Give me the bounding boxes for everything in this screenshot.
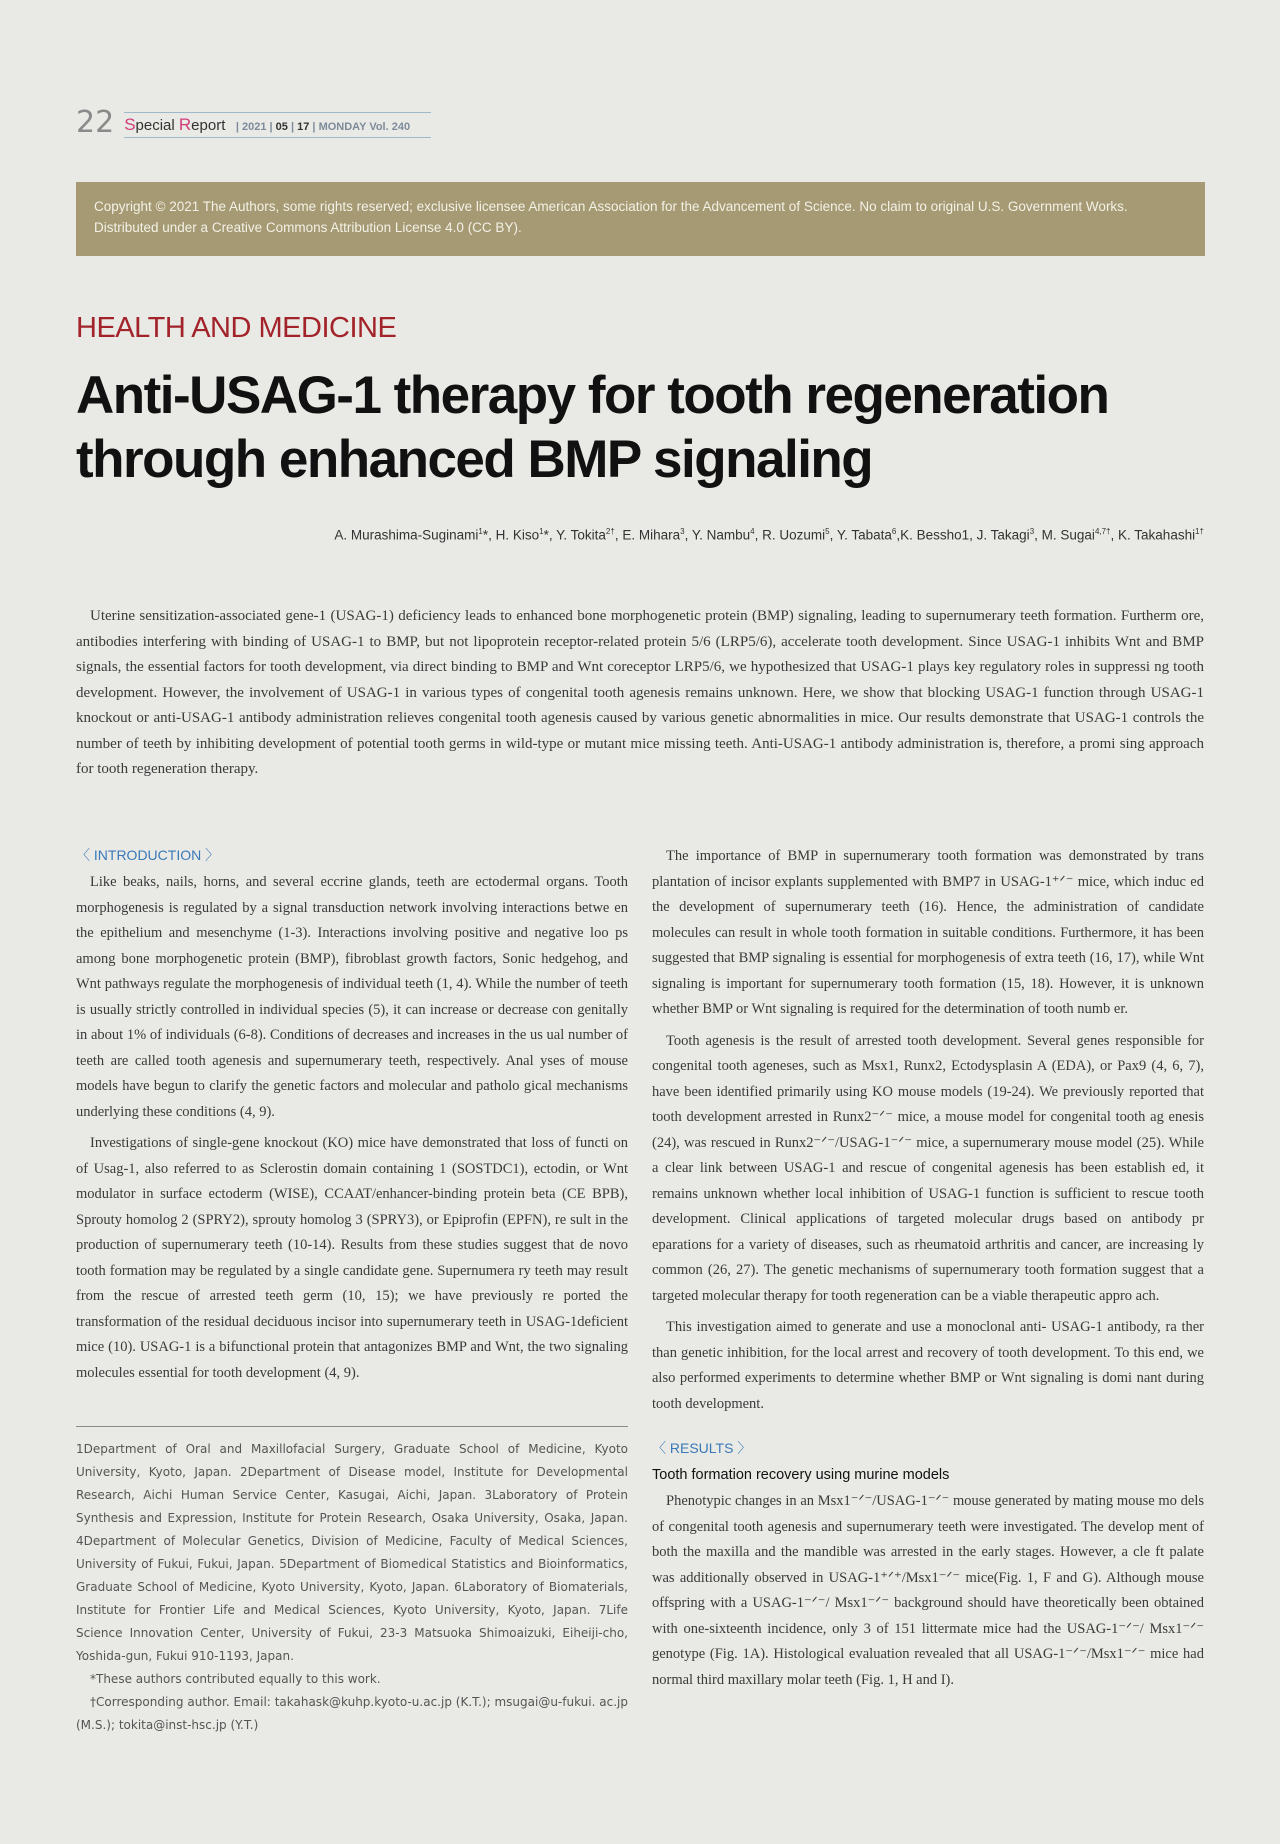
author-affiliation-marker: 5 (825, 527, 830, 536)
author-affiliation-marker: 3 (680, 527, 685, 536)
author-name: A. Murashima-Suginami (334, 527, 479, 543)
author-list (334, 527, 1204, 543)
header-rule (124, 112, 431, 114)
results-section (652, 1437, 1204, 1693)
page-number: 22 (76, 105, 115, 140)
results-subheading: Tooth formation recovery using murine models (652, 1467, 950, 1483)
author-affiliation-marker: 4 (750, 527, 755, 536)
issue-month: 05 (275, 121, 288, 133)
footnote-divider (76, 1426, 628, 1427)
corresponding-author-footnote: †Corresponding author. Email: takahask@kuhp.kyoto-u.ac.jp (K.T.); msugai@u-fukui. ac.jp (M.S.); tokita@inst-hsc.jp (Y.T.) (76, 1695, 628, 1732)
affiliations-footnote: 1Department of Oral and Maxillofacial Surgery, Graduate School of Medicine, Kyoto University, Kyoto, Japan. 2Department of Disease model, Institute for Developmental Research, Aichi Human Service Center, Kasugai, Aichi, Japan. 3Laboratory of Protein Synthesis and Expression, Institute for Protein Research, Osaka University, Osaka, Japan. 4Department of Molecular Genetics, Division of Medicine, Faculty of Medical Sciences, University of Fukui, Fukui, Japan. 5Department of Biomedical Statistics and Bioinformatics, Graduate School of Medicine, Kyoto University, Kyoto, Japan. 6Laboratory of Biomaterials, Institute for Frontier Life and Medical Sciences, Kyoto University, Kyoto, Japan. 7Life Science Innovation Center, University of Fukui, 23-3 Matsuoka Shimoaizuki, Eiheiji-cho, Yoshida-gun, Fukui 910-1193, Japan. (76, 1442, 628, 1663)
footnotes (76, 1438, 628, 1737)
article-category: HEALTH AND MEDICINE (76, 312, 397, 344)
introduction-paragraph: Investigations of single-gene knockout (KO) mice have demonstrated that loss of functi on of Usag-1, also referred to as Sclerostin domain containing 1 (SOSTDC1), ectodin, or Wnt modulator in surface ectoderm (WISE), CCAAT/enhancer-binding protein beta (CE BPB), Sprouty homolog 2 (SPRY2), sprouty homolog 3 (SPRY3), or Epiprofin (EPFN), re sult in the production of supernumerary teeth (10-14). Results from these studies suggest that de novo tooth formation may be regulated by a single candidate gene. Supernumera ry teeth may result from the rescue of arrested teeth germ (10, 15); we have previously re ported the transformation of the residual deciduous incisor into supernumerary teeth in USAG-1deficient mice (10). USAG-1 is a bifunctional protein that antagonizes BMP and Wnt, the two signaling molecules essential for tooth development (4, 9). (76, 1135, 628, 1381)
equal-contribution-footnote: *These authors contributed equally to this work. (90, 1672, 381, 1686)
author-affiliation-marker: 4,7† (1094, 527, 1111, 536)
results-heading: 〈 RESULTS 〉 (652, 1440, 752, 1456)
page-header (76, 105, 431, 140)
right-column (652, 844, 1204, 1693)
author-affiliation-marker: 1 (539, 527, 544, 536)
introduction-paragraph: Like beaks, nails, horns, and several eccrine glands, teeth are ectodermal organs. Tooth morphogenesis is regulated by a signal transduction network involving interactions betwe en the epithelium and mesenchyme (1-3). Interactions involving positive and negative loo ps among bone morphogenetic protein (BMP), fibroblast growth factors, Sonic hedgehog, and Wnt pathways regulate the morphogenesis of individual teeth (1, 4). While the number of teeth is usually strictly controlled in individual species (5), it can increase or decrease con genitally in about 1% of individuals (6-8). Conditions of decreases and increases in the us ual number of teeth are called tooth agenesis and supernumerary teeth, respectively. Anal yses of mouse models have begun to clarify the genetic factors and molecular and patholo gical mechanisms underlying these conditions (4, 9). (76, 874, 628, 1120)
section-name: Special Report (124, 115, 226, 134)
author-name: H. Kiso (495, 527, 540, 543)
author-affiliation-marker: 2† (605, 527, 615, 536)
author-affiliation-marker: 1 (478, 527, 483, 536)
author-affiliation-marker: 6 (891, 527, 897, 536)
author-name: E. Mihara (622, 527, 681, 543)
issue-info: | 2021 | 05 | 17 | MONDAY Vol. 240 (235, 121, 411, 133)
issue-year: 2021 (241, 121, 267, 133)
introduction-paragraph: This investigation aimed to generate and use a monoclonal anti- USAG-1 antibody, ra ther than genetic inhibition, for the local arrest and recovery of tooth development. To this end, we also performed experiments to determine whether BMP or Wnt signaling is domi nant during tooth development. (652, 1319, 1204, 1412)
author-name: M. Sugai (1041, 527, 1095, 543)
author-separator: *, (482, 527, 496, 543)
author-affiliation-marker: 1† (1195, 527, 1204, 536)
author-separator: , (614, 527, 623, 543)
issue-day: 17 (297, 121, 310, 133)
issue-volume: Vol. 240 (369, 121, 411, 133)
author-name: R. Uozumi (762, 527, 826, 543)
introduction-heading: 〈 INTRODUCTION 〉 (76, 847, 220, 863)
author-separator: , (896, 527, 901, 543)
introduction-paragraph: Tooth agenesis is the result of arrested tooth development. Several genes responsible for congenital tooth ageneses, such as Msx1, Runx2, Ectodysplasin A (EDA), or Pax9 (4, 6, 7), have been identified primarily using KO mouse models (19-24). We previously reported that tooth development arrested in Runx2⁻ᐟ⁻ mice, a mouse model for congenital tooth ag enesis (24), was rescued in Runx2⁻ᐟ⁻/USAG-1⁻ᐟ⁻ mice, a supernumerary mouse model (25). While a clear link between USAG-1 and rescue of congenital agenesis has been establish ed, it remains unknown whether local inhibition of USAG-1 function is sufficient to rescue tooth development. Clinical applications of targeted molecular drugs based on antibody pr eparations for a variety of diseases, such as rheumatoid arthritis and cancer, are increasing ly common (26, 27). The genetic mechanisms of supernumerary tooth formation suggest that a targeted molecular therapy for tooth regeneration can be a viable therapeutic appro ach. (652, 1032, 1204, 1304)
author-name: K. Bessho1, J. Takagi (900, 527, 1030, 543)
author-separator: , (754, 527, 763, 543)
left-column (76, 844, 628, 1386)
article-title: Anti-USAG-1 therapy for tooth regeneration through enhanced BMP signaling (76, 366, 1109, 489)
author-name: Y. Tokita (556, 527, 606, 543)
author-separator: , (1110, 527, 1119, 543)
running-header (124, 112, 431, 139)
introduction-paragraph: The importance of BMP in supernumerary tooth formation was demonstrated by trans plantation of incisor explants supplemented with BMP7 in USAG-1⁺ᐟ⁻ mice, which induc ed the development of supernumerary teeth (16). Hence, the administration of candidate molecules can result in whole tooth formation in suitable conditions. Furthermore, it has been suggested that BMP signaling is essential for morphogenesis of extra teeth (16, 17), while Wnt signaling is important for supernumerary tooth formation (15, 18). However, it is unknown whether BMP or Wnt signaling is required for the determination of tooth numb er. (652, 848, 1204, 1017)
author-separator: , (1034, 527, 1042, 543)
author-name: Y. Nambu (691, 527, 751, 543)
author-separator: , (829, 527, 837, 543)
results-paragraph: Phenotypic changes in an Msx1⁻ᐟ⁻/USAG-1⁻ᐟ⁻ mouse generated by mating mouse mo dels of congenital tooth agenesis and supernumerary teeth were investigated. The develop ment of both the maxilla and the mandible was arrested in the early stages. However, a cle ft palate was additionally observed in USAG-1⁺ᐟ⁺/Msx1⁻ᐟ⁻ mice(Fig. 1, F and G). Although mouse offspring with a USAG-1⁻ᐟ⁻/ Msx1⁻ᐟ⁻ background should have theoretically been obtained with one-sixteenth incidence, only 3 of 151 littermate mice had the USAG-1⁻ᐟ⁻/ Msx1⁻ᐟ⁻ genotype (Fig. 1A). Histological evaluation revealed that all USAG-1⁻ᐟ⁻/Msx1⁻ᐟ⁻ mice had normal third maxillary molar teeth (Fig. 1, H and I). (652, 1493, 1204, 1688)
copyright-notice: Copyright © 2021 The Authors, some rights reserved; exclusive licensee American Association for the Advancement of Science. No claim to original U.S. Government Works. Distributed under a Creative Commons Attribution License 4.0 (CC BY). (76, 182, 1205, 256)
author-separator: , (684, 527, 692, 543)
author-name: K. Takahashi (1118, 527, 1196, 543)
abstract: Uterine sensitization-associated gene-1 (USAG-1) deficiency leads to enhanced bone morphogenetic protein (BMP) signaling, leading to supernumerary teeth formation. Furtherm ore, antibodies interfering with binding of USAG-1 to BMP, but not lipoprotein receptor-related protein 5/6 (LRP5/6), accelerate tooth development. Since USAG-1 inhibits Wnt and BMP signals, the essential factors for tooth development, via direct binding to BMP and Wnt coreceptor LRP5/6, we hypothesized that USAG-1 plays key regulatory roles in suppressi ng tooth development. However, the involvement of USAG-1 in various types of congenital tooth agenesis remains unknown. Here, we show that blocking USAG-1 function through USAG-1 knockout or anti-USAG-1 antibody administration relieves congenital tooth agenesis caused by various genetic abnormalities in mice. Our results demonstrate that USAG-1 controls the number of teeth by inhibiting development of potential tooth germs in wild-type or mutant mice missing teeth. Anti-USAG-1 antibody administration is, therefore, a promi sing approach for tooth regeneration therapy. (76, 608, 1204, 777)
author-name: Y. Tabata (836, 527, 892, 543)
author-separator: *, (543, 527, 557, 543)
author-affiliation-marker: 3 (1029, 527, 1035, 536)
issue-weekday: MONDAY (318, 121, 367, 133)
